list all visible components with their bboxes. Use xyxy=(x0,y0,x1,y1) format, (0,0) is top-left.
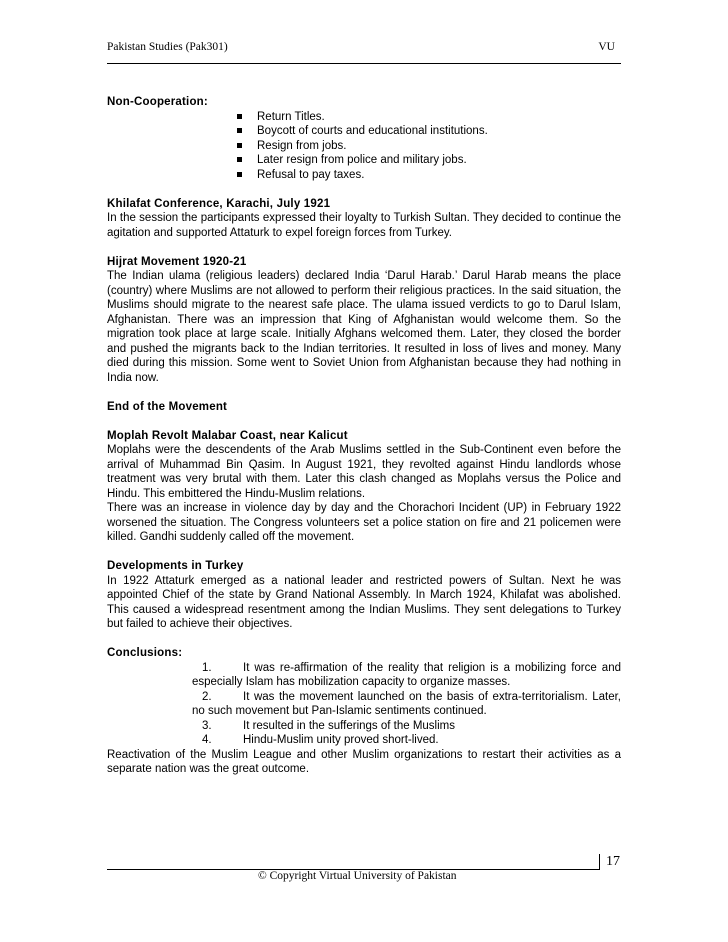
institution-abbr: VU xyxy=(598,41,615,53)
moplah-heading: Moplah Revolt Malabar Coast, near Kalicut xyxy=(107,429,348,442)
page-number: 17 xyxy=(606,854,620,869)
moplah-paragraph-2: There was an increase in violence day by day and the Chorachori Incident (UP) in February 1922 worsened the situation. The Congress volunteers set a police station on fire and 21 policemen were killed. Gandhi suddenly called off the movement. xyxy=(107,502,621,543)
course-title: Pakistan Studies (Pak301) xyxy=(107,41,228,53)
square-bullet-icon xyxy=(237,157,242,162)
conclusion-item: 2. It was the movement launched on the basis of extra-territorialism. Later, no such movement but Pan-Islamic sentiments continued. xyxy=(192,690,621,717)
non-cooperation-heading: Non-Cooperation: xyxy=(107,96,208,108)
conclusions-closing-paragraph: Reactivation of the Muslim League and other Muslim organizations to restart their activities as a separate nation was the great outcome. xyxy=(107,748,621,775)
list-item: Refusal to pay taxes. xyxy=(237,168,621,183)
square-bullet-icon xyxy=(237,128,242,133)
conclusions-heading: Conclusions: xyxy=(107,647,183,659)
end-movement-heading: End of the Movement xyxy=(107,400,228,413)
conclusion-item: 3. It resulted in the sufferings of the Muslims xyxy=(202,719,455,732)
list-item: Boycott of courts and educational institutions. xyxy=(237,124,621,139)
moplah-paragraph-1: Moplahs were the descendents of the Arab Muslims settled in the Sub-Continent even before the arrival of Muhammad Bin Qasim. In August 1921, they revolted against Hindu landlords whose treatment was very brutal with them. Later this clash changed as Moplahs versus the Police and Hindu. This embittered the Hindu-Muslim relations. xyxy=(107,444,621,500)
list-item: Return Titles. xyxy=(237,110,621,125)
hijrat-heading: Hijrat Movement 1920-21 xyxy=(107,255,247,268)
hijrat-paragraph: The Indian ulama (religious leaders) declared India ‘Darul Harab.’ Darul Harab means the place (country) where Muslims are not allowed to perform their religious practices. In the said situation, the Muslims should migrate to the nearest safe place. The ulama issued verdicts to go to Darul Islam, Afghanistan. There was an impression that King of Afghanistan would welcome them. So the migration took place at large scale. Initially Afghans welcomed them. Later, they closed the border and pushed the migrants back to the Indian territories. It resulted in loss of lives and money. Many died during this mission. Some went to Soviet Union from Afghanistan because they had nothing in India now. xyxy=(107,270,621,384)
non-cooperation-list xyxy=(107,110,621,183)
khilafat-paragraph: In the session the participants expressed their loyalty to Turkish Sultan. They decided to continue the agitation and supported Attaturk to expel foreign forces from Turkey. xyxy=(107,212,621,239)
list-item: Later resign from police and military jobs. xyxy=(237,153,621,168)
turkey-heading: Developments in Turkey xyxy=(107,560,244,572)
header-rule xyxy=(107,63,621,64)
turkey-paragraph: In 1922 Attaturk emerged as a national leader and restricted powers of Sultan. Next he was appointed Chief of the state by Grand National Assembly. In March 1924, Khilafat was abolished. This caused a widespread resentment among the Indian Muslims. They sent delegations to Turkey but failed to achieve their objectives. xyxy=(107,574,621,630)
conclusion-item: 4. Hindu-Muslim unity proved short-lived. xyxy=(202,734,439,746)
square-bullet-icon xyxy=(237,172,242,177)
copyright-notice: © Copyright Virtual University of Pakistan xyxy=(258,870,457,882)
footer-divider xyxy=(599,854,600,870)
khilafat-heading: Khilafat Conference, Karachi, July 1921 xyxy=(107,197,331,210)
conclusion-item: 1. It was re-affirmation of the reality that religion is a mobilizing force and especially Islam has mobilization capacity to organize masses. xyxy=(192,661,621,688)
square-bullet-icon xyxy=(237,143,242,148)
document-body xyxy=(107,95,621,777)
list-item: Resign from jobs. xyxy=(237,139,621,154)
square-bullet-icon xyxy=(237,114,242,119)
page-header xyxy=(107,41,621,61)
